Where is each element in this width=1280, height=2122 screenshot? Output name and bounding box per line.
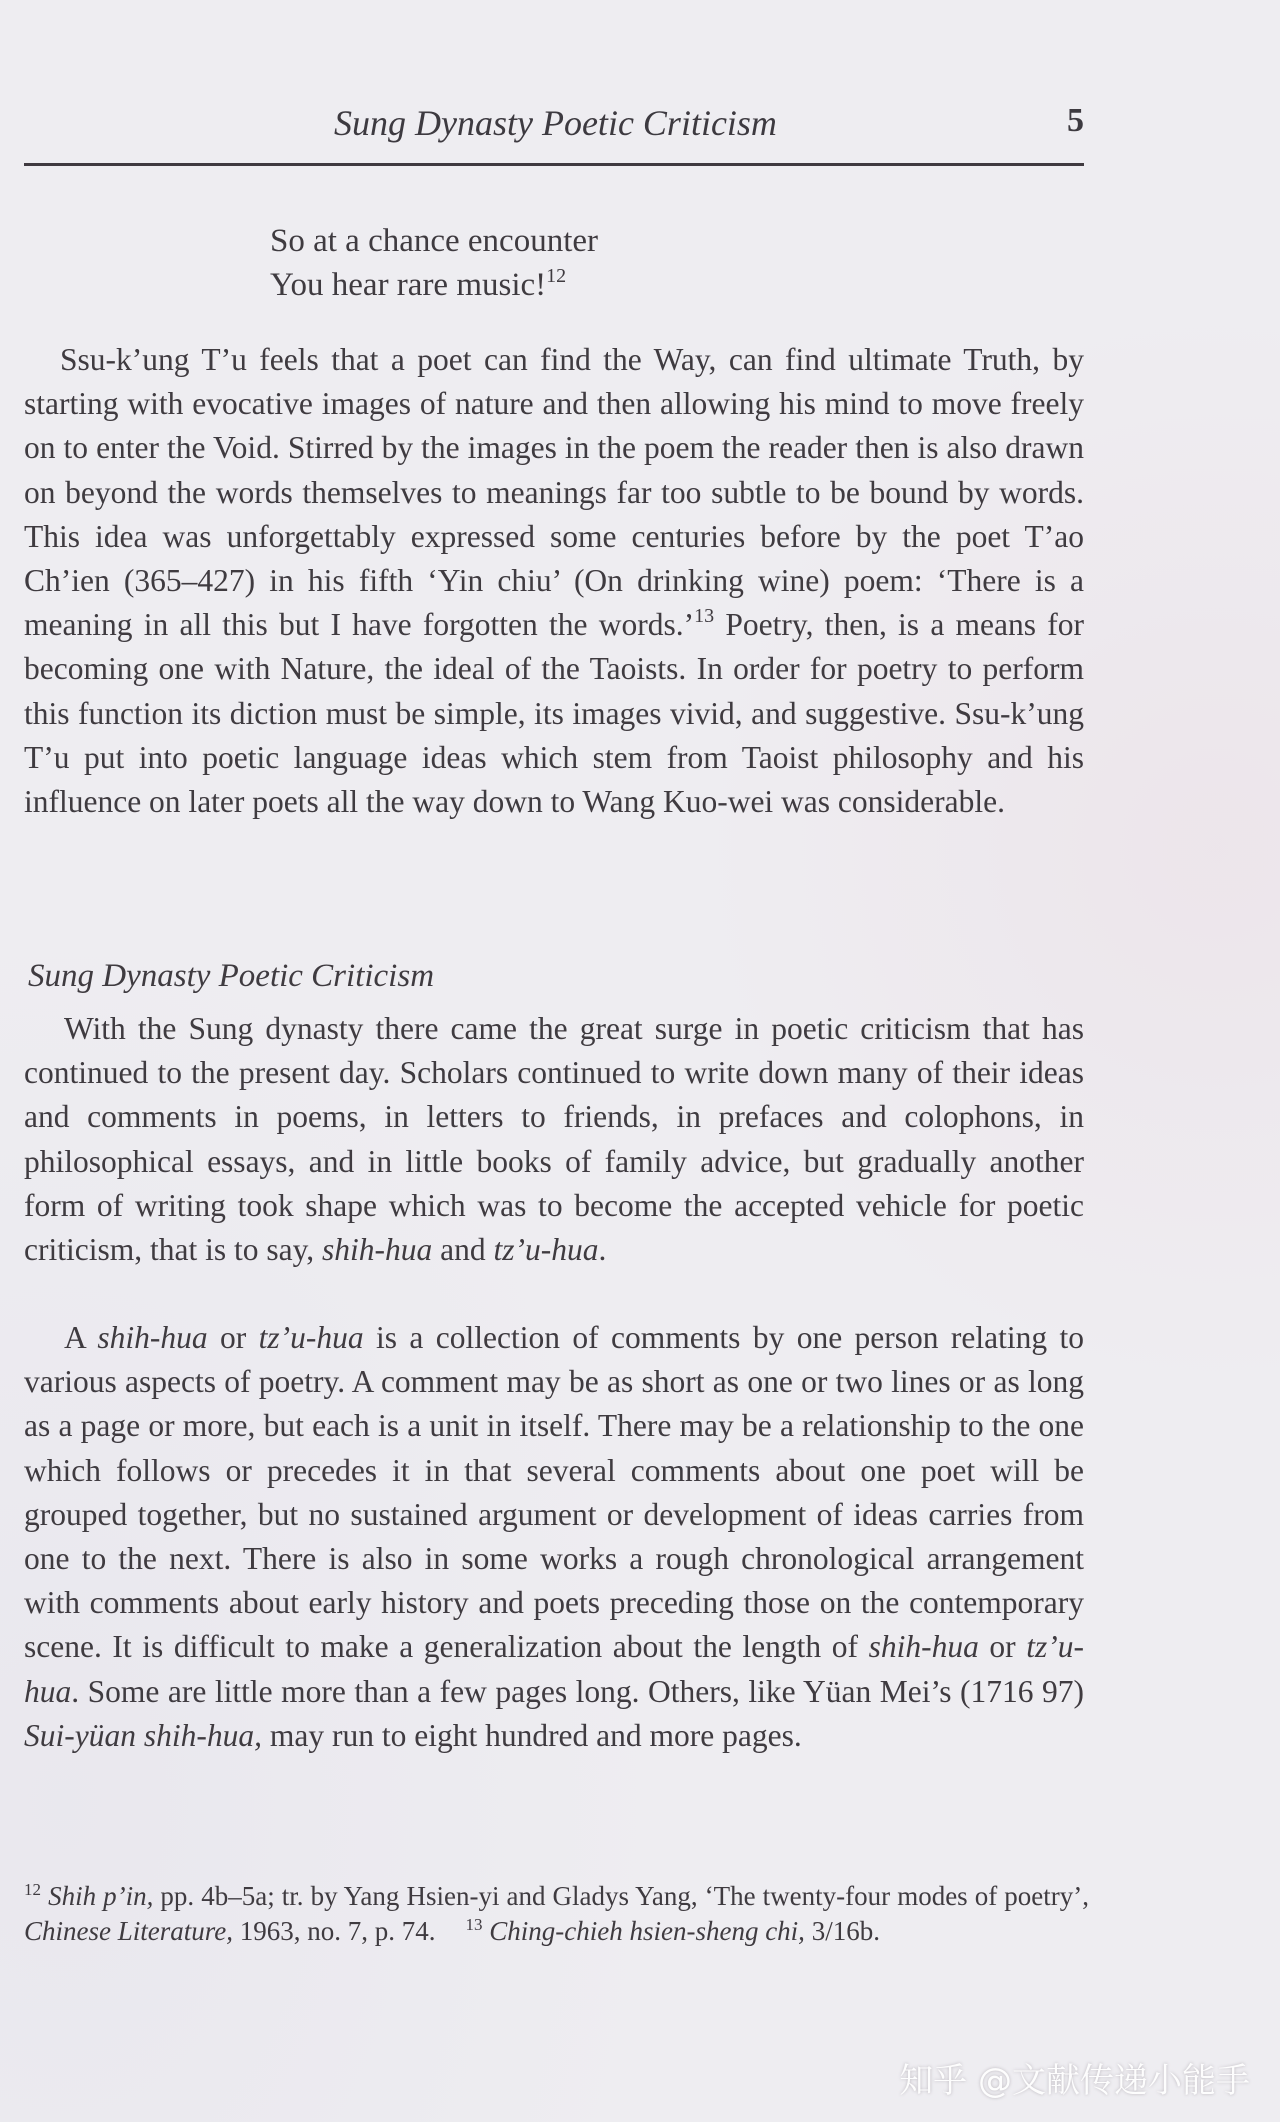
footnote-13-title: Ching-chieh hsien-sheng chi, — [489, 1915, 805, 1946]
paragraph-1-text-a: Ssu-k’ung T’u feels that a poet can find the Way, can find ultimate Truth, by starting with evocative images of nature and then allowing his mind to move freely on to enter the Void. Stirred by the images in the poem the reader then is also drawn on beyond the words themselves to meanings far too subtle to be bound by words. This idea was unforgettably expressed some centuries before by the poet T’ao Ch’ien (365–427) in his fifth ‘Yin chiu’ (On drinking wine) poem: ‘There is a meaning in all this but I have forgotten the words.’ — [24, 342, 1084, 643]
term-shih-hua: shih-hua — [868, 1629, 979, 1665]
paragraph-2-end: . — [598, 1232, 607, 1268]
footnote-12-end: 1963, no. 7, p. 74. — [233, 1915, 436, 1946]
paragraph-3-start: A — [64, 1320, 98, 1355]
paragraph-3-or: or — [207, 1320, 259, 1355]
paragraph-2-text-a: With the Sung dynasty there came the great surge in poetic criticism that has continued to the present day. Scholars continued to write down many of their ideas and comments in poems, in letters to friends, in prefaces and colophons, in philosophical essays, and in little books of family advice, but gradually another form of writing took shape which was to become the accepted vehicle for poetic criticism, that is to say, — [24, 1011, 1084, 1268]
term-tzu-hua: tz’u-hua — [258, 1320, 364, 1355]
term-shih-hua: shih-hua — [97, 1320, 208, 1355]
verse-quotation — [270, 219, 598, 307]
verse-line-1: So at a chance encounter — [270, 223, 599, 259]
page-number: 5 — [1067, 102, 1084, 139]
paragraph-3-text-c: may run to eight hundred and more pages. — [261, 1717, 802, 1753]
paragraph-shih-hua-definition — [24, 1316, 1084, 1758]
footnote-12-title: Shih p’in, — [48, 1881, 154, 1911]
paragraph-ssu-kung-tu — [24, 338, 1084, 824]
paragraph-3-or: or — [978, 1629, 1027, 1665]
footnote-13-number: 13 — [465, 1914, 483, 1934]
paragraph-3-text-b: . Some are little more than a few pages long. Others, like Yüan Mei’s (1716 97) — [71, 1673, 1084, 1709]
footnote-12-journal: Chinese Literature, — [24, 1915, 233, 1946]
footnotes — [24, 1879, 1089, 1948]
footnote-12-text: pp. 4b–5a; tr. by Yang Hsien-yi and Gladys Yang, ‘The twenty-four modes of poetry’, — [153, 1881, 1090, 1911]
paragraph-2-and: and — [432, 1232, 494, 1268]
paragraph-3-text-a: is a collection of comments by one person relating to various aspects of poetry. A comment may be as short as one or two lines or as long as a page or more, but each is a unit in itself. There may be a relationship to the one which follows or precedes it in that several comments about one poet will be grouped together, but no sustained argument or development of ideas carries from one to the next. There is also in some works a rough chronological arrangement with comments about early history and poets preceding those on the contemporary scene. It is difficult to make a generalization about the length of — [24, 1320, 1084, 1665]
paragraph-1-text-b: Poetry, then, is a means for becoming one with Nature, the ideal of the Taoists. In order for poetry to perform this function its diction must be simple, its images vivid, and suggestive. Ssu-k’ung T’u put into poetic language ideas which stem from Taoist philosophy and his influence on later poets all the way down to Wang Kuo-wei was considerable. — [24, 607, 1084, 820]
footnote-12-number: 12 — [24, 1880, 41, 1899]
footnote-13-end: 3/16b. — [804, 1915, 880, 1946]
running-head-title: Sung Dynasty Poetic Criticism — [334, 103, 777, 143]
section-heading: Sung Dynasty Poetic Criticism — [28, 958, 435, 994]
running-head — [24, 102, 1084, 152]
watermark: 知乎 @文献传递小能手 — [899, 2061, 1250, 2101]
term-sui-yuan-shih-hua: Sui-yüan shih-hua, — [24, 1717, 262, 1753]
footnote-ref-12: 12 — [546, 265, 567, 287]
term-tzu-hua: tz’u-hua — [24, 1629, 1084, 1709]
verse-line-2-text: You hear rare music! — [270, 267, 547, 303]
header-rule — [24, 163, 1084, 166]
footnote-ref-13: 13 — [694, 605, 715, 628]
term-tzu-hua: tz’u-hua — [493, 1232, 599, 1268]
verse-line-2 — [270, 263, 598, 307]
paragraph-sung-dynasty — [24, 1007, 1084, 1272]
term-shih-hua: shih-hua — [322, 1232, 433, 1268]
